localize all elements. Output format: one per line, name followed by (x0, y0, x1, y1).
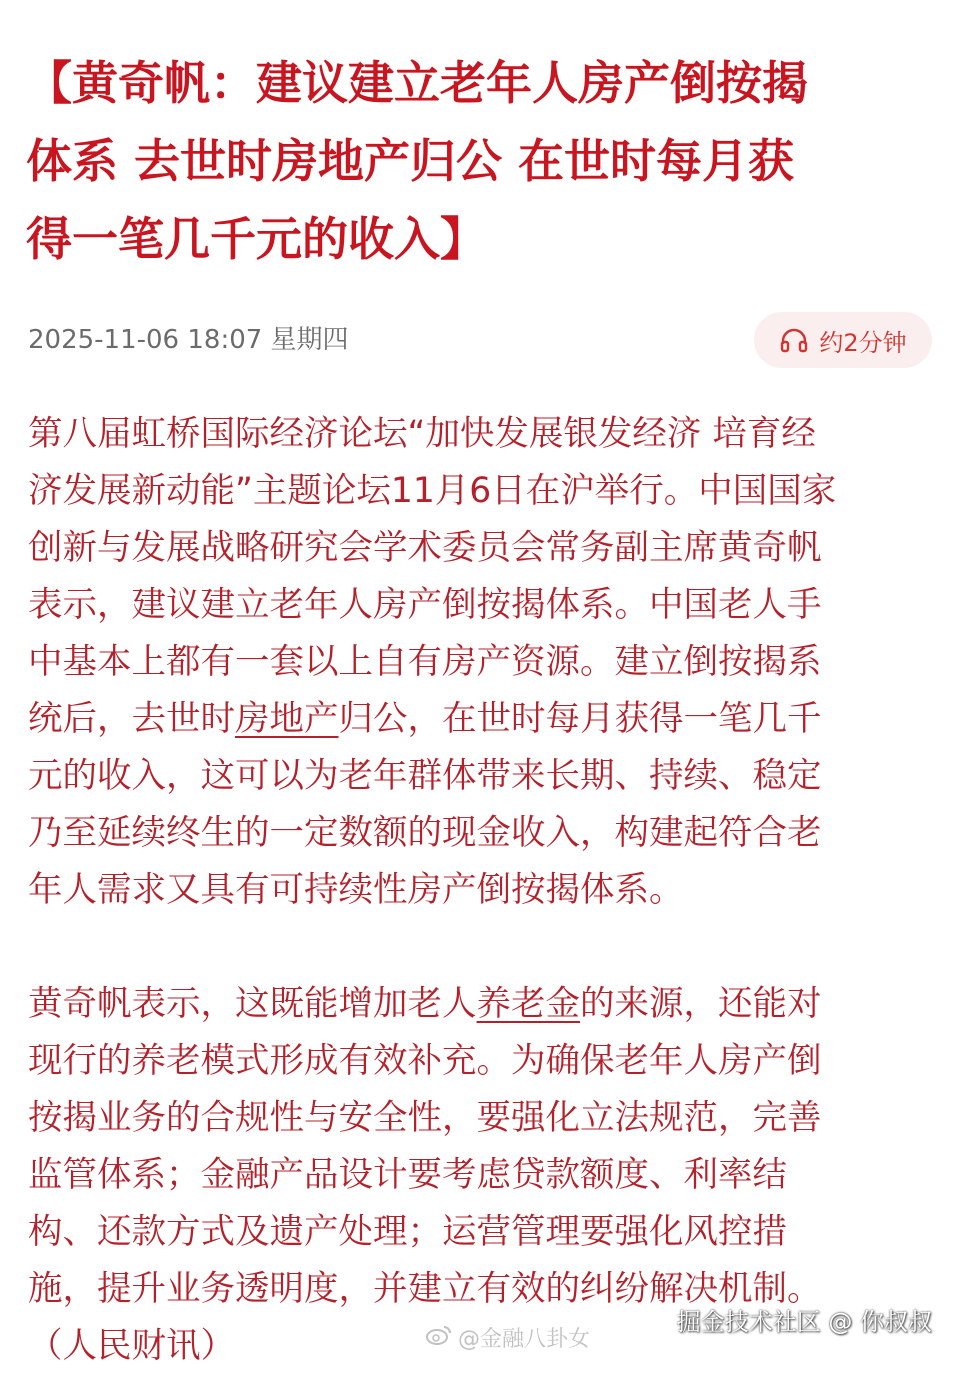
text-line: 元的收入，这可以为老年群体带来长期、持续、稳定 (28, 756, 822, 796)
text-line: 济发展新动能”主题论坛11月6日在沪举行。中国国家 (28, 471, 837, 511)
paragraph-1 (28, 406, 936, 919)
text-segment: 归公，在世时每月获得一笔几千 (338, 699, 822, 739)
text-line (28, 691, 936, 748)
text-line: 创新与发展战略研究会学术委员会常务副主席黄奇帆 (28, 528, 822, 568)
headline (26, 44, 936, 278)
community-watermark: 掘金技术社区 @ 你叔叔 (676, 1308, 932, 1336)
article-body (28, 406, 936, 1375)
headline-line: 体系 去世时房地产归公 在世时每月获 (26, 134, 795, 188)
text-line: 按揭业务的合规性与安全性，要强化立法规范，完善 (28, 1098, 822, 1138)
text-line: 乃至延续终生的一定数额的现金收入，构建起符合老 (28, 813, 822, 853)
text-line: 监管体系；金融产品设计要考虑贷款额度、利率结 (28, 1155, 787, 1195)
headline-line: 【黄奇帆：建议建立老年人房产倒按揭 (26, 56, 808, 110)
publish-date: 2025-11-06 18:07 星期四 (28, 325, 349, 355)
meta-row (28, 312, 932, 368)
weibo-watermark (426, 1322, 590, 1353)
listen-duration-label: 约2分钟 (819, 328, 907, 357)
weibo-logo-icon (426, 1324, 452, 1352)
text-line: 年人需求又具有可持续性房产倒按揭体系。 (28, 870, 684, 910)
weibo-watermark-text: @金融八卦女 (458, 1327, 591, 1352)
text-segment: 的来源，还能对 (580, 984, 822, 1024)
paragraph-gap (28, 919, 936, 976)
headline-line: 得一笔几千元的收入】 (26, 212, 486, 266)
text-line: 表示，建议建立老年人房产倒按揭体系。中国老人手 (28, 585, 822, 625)
link-pension[interactable]: 养老金 (476, 984, 580, 1024)
text-line: 中基本上都有一套以上自有房产资源。建立倒按揭系 (28, 642, 822, 682)
text-line: 施，提升业务透明度，并建立有效的纠纷解决机制。 (28, 1269, 822, 1309)
text-segment: 统后，去世时 (28, 699, 235, 739)
text-line: 第八届虹桥国际经济论坛“加快发展银发经济 培育经 (28, 414, 816, 454)
headphones-icon (779, 327, 809, 353)
listen-button[interactable] (754, 312, 932, 368)
text-line (28, 976, 936, 1033)
text-line: 构、还款方式及遗产处理；运营管理要强化风控措 (28, 1212, 787, 1252)
text-line: 现行的养老模式形成有效补充。为确保老年人房产倒 (28, 1041, 822, 1081)
text-segment: 黄奇帆表示，这既能增加老人 (28, 984, 477, 1024)
link-real-estate[interactable]: 房地产 (235, 699, 339, 739)
text-line: （人民财讯） (28, 1326, 235, 1366)
